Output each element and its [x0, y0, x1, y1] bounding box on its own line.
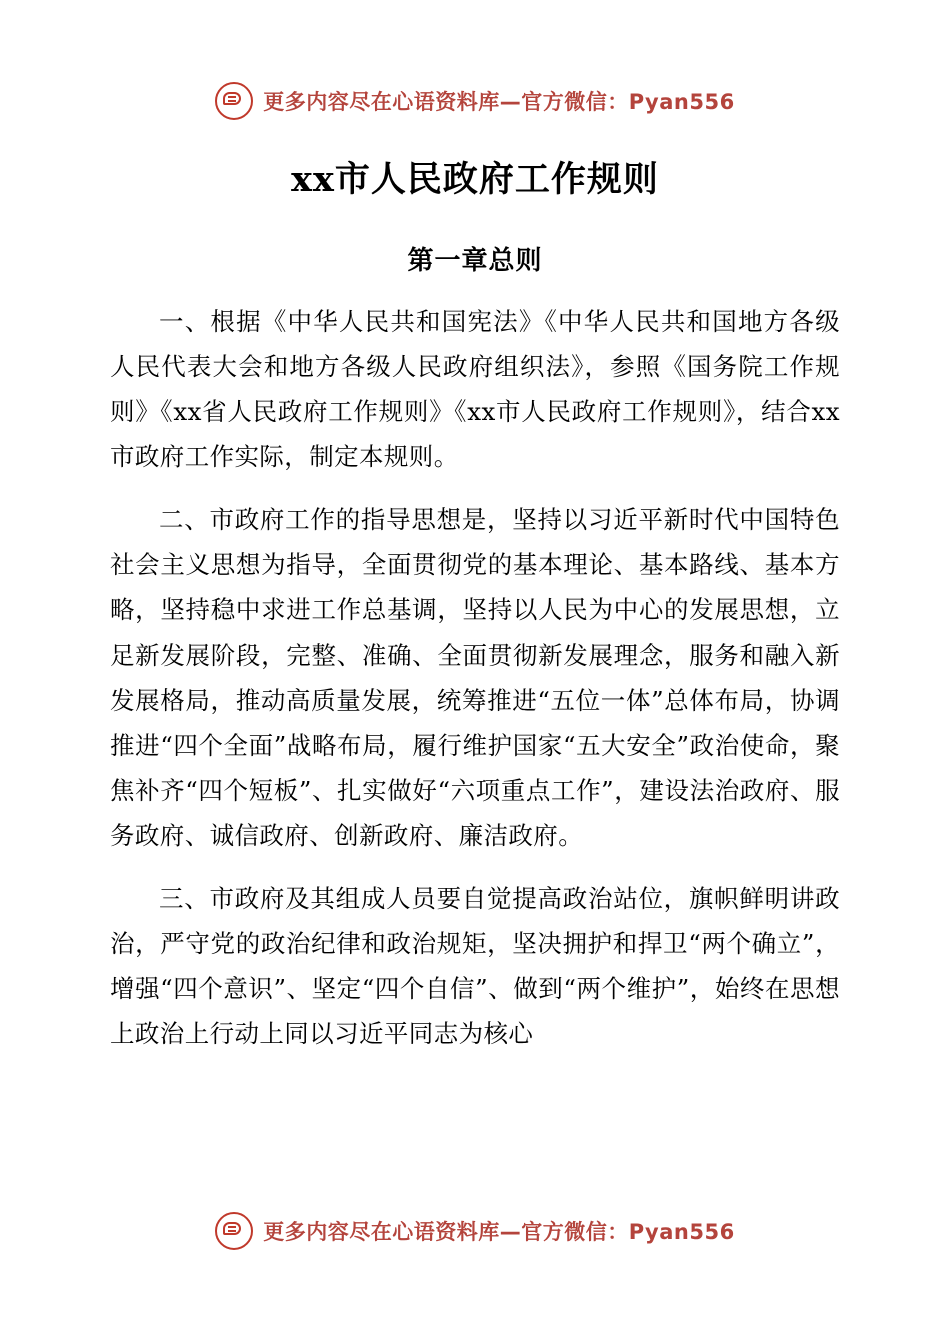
watermark-bottom — [0, 1212, 950, 1250]
owl-logo-icon — [215, 82, 253, 120]
watermark-text-sub: 官方微信：Pyan556 — [521, 90, 735, 114]
watermark-text — [263, 1216, 734, 1246]
paragraph-2: 二、市政府工作的指导思想是，坚持以习近平新时代中国特色社会主义思想为指导，全面贯彻党的基本理论、基本路线、基本方略，坚持稳中求进工作总基调，坚持以人民为中心的发展思想，立足新发展阶段，完整、准确、全面贯彻新发展理念，服务和融入新发展格局，推动高质量发展，统筹推进“五位一体”总体布局，协调推进“四个全面”战略布局，履行维护国家“五大安全”政治使命，聚焦补齐“四个短板”、扎实做好“六项重点工作”，建设法治政府、服务政府、诚信政府、创新政府、廉洁政府。 — [110, 505, 840, 850]
watermark-text-main: 更多内容尽在心语资料库— — [263, 1220, 522, 1244]
watermark-text-main: 更多内容尽在心语资料库— — [263, 90, 522, 114]
paragraph-3: 三、市政府及其组成人员要自觉提高政治站位，旗帜鲜明讲政治，严守党的政治纪律和政治规矩，坚决拥护和捍卫“两个确立”，增强“四个意识”、坚定“四个自信”、做到“两个维护”，始终在思想上政治上行动上同以习近平同志为核心 — [110, 883, 840, 1049]
owl-logo-icon — [215, 1212, 253, 1250]
watermark-text-sub: 官方微信：Pyan556 — [521, 1220, 735, 1244]
page-title: xx市人民政府工作规则 — [291, 159, 659, 200]
watermark-text — [263, 86, 734, 116]
chapter-heading: 第一章总则 — [407, 246, 543, 276]
watermark-top — [0, 82, 950, 120]
paragraph-1: 一、根据《中华人民共和国宪法》《中华人民共和国地方各级人民代表大会和地方各级人民政府组织法》，参照《国务院工作规则》《xx省人民政府工作规则》《xx市人民政府工作规则》，结合xx市政府工作实际，制定本规则。 — [110, 307, 840, 472]
